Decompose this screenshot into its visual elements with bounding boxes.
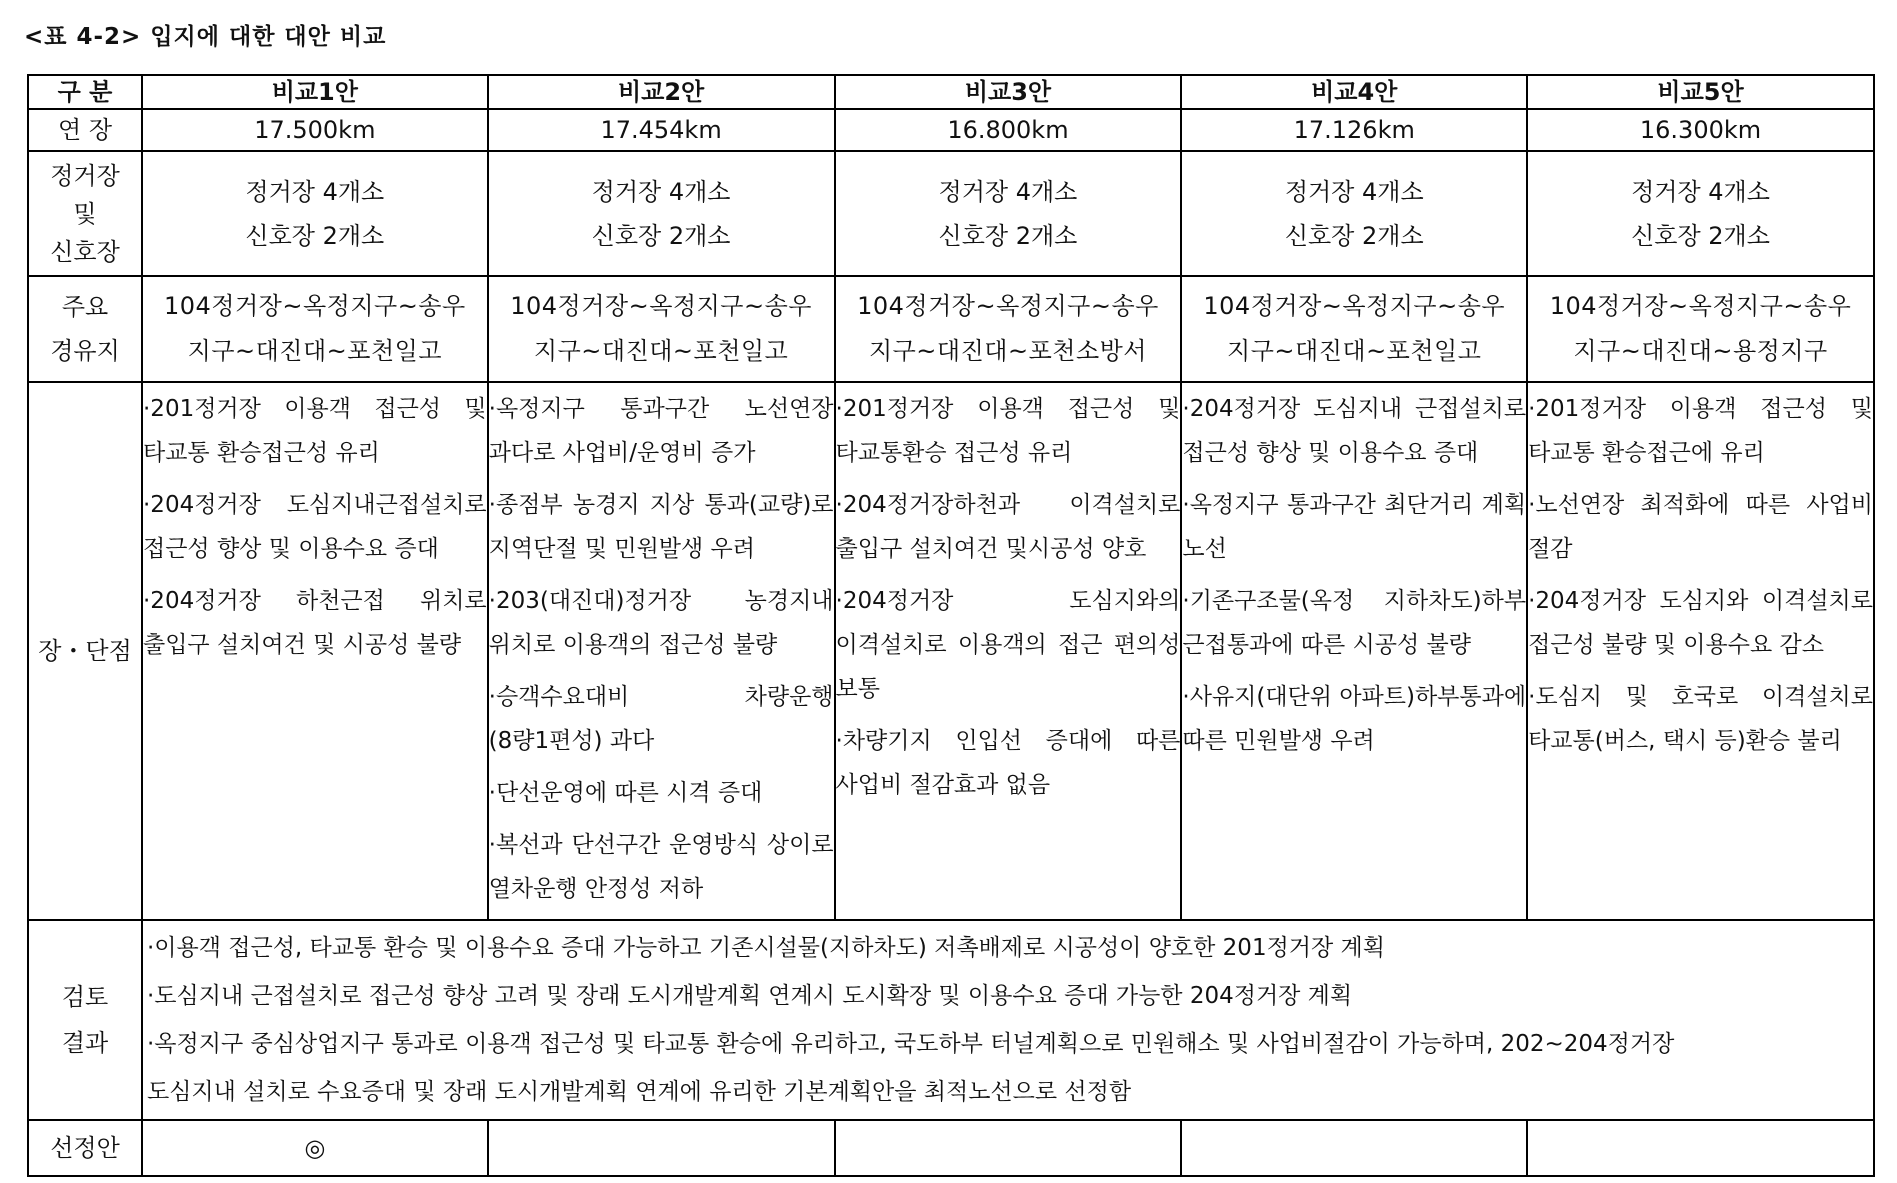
selected-cell <box>1181 1120 1527 1176</box>
review-line: ·옥정지구 중심상업지구 통과로 이용객 접근성 및 타교통 환승에 유리하고, 국도하부 터널계획으로 민원해소 및 사업비절감이 가능하며, 202~204정거장 <box>147 1031 1675 1057</box>
stations-row <box>28 151 1874 276</box>
route-row-label: 주요 경유지 <box>28 276 142 382</box>
selected-cell <box>488 1120 835 1176</box>
pros-cons-item: ·201정거장 이용객 접근성 및 타교통 환승접근에 유리 <box>1528 396 1873 466</box>
stations-cell: 정거장 4개소 신호장 2개소 <box>488 151 835 276</box>
pros-cons-cell <box>1181 382 1527 920</box>
length-cell: 16.300km <box>1527 109 1874 151</box>
pros-cons-item: ·노선연장 최적화에 따른 사업비 절감 <box>1528 492 1873 562</box>
stations-cell: 정거장 4개소 신호장 2개소 <box>1527 151 1874 276</box>
pros-cons-item: ·승객수요대비 차량운행(8량1편성) 과다 <box>488 684 834 754</box>
pros-cons-cell <box>1527 382 1874 920</box>
pros-cons-cell <box>142 382 488 920</box>
pros-cons-item: ·201정거장 이용객 접근성 및 타교통 환승접근성 유리 <box>143 396 487 466</box>
route-cell: 104정거장~옥정지구~송우 지구~대진대~포천일고 <box>488 276 835 382</box>
route-row <box>28 276 1874 382</box>
review-result-cell <box>142 920 1874 1120</box>
route-cell: 104정거장~옥정지구~송우 지구~대진대~용정지구 <box>1527 276 1874 382</box>
length-row-label: 연 장 <box>28 109 142 151</box>
length-row <box>28 109 1874 151</box>
review-row <box>28 920 1874 1120</box>
review-line: ·이용객 접근성, 타교통 환승 및 이용수요 증대 가능하고 기존시설물(지하차도) 저촉배제로 시공성이 양호한 201정거장 계획 <box>147 935 1385 961</box>
selected-cell <box>835 1120 1182 1176</box>
stations-cell: 정거장 4개소 신호장 2개소 <box>142 151 488 276</box>
length-cell: 17.126km <box>1181 109 1527 151</box>
pros-cons-item: ·204정거장 하천근접 위치로 출입구 설치여건 및 시공성 불량 <box>143 588 487 658</box>
pros-cons-row-label: 장・단점 <box>28 382 142 920</box>
column-header-alt5: 비교5안 <box>1527 75 1874 109</box>
pros-cons-cell <box>488 382 835 920</box>
header-row <box>28 75 1874 109</box>
column-header-alt1: 비교1안 <box>142 75 488 109</box>
pros-cons-cell <box>835 382 1182 920</box>
pros-cons-item: ·204정거장 도심지내 근접설치로 접근성 향상 및 이용수요 증대 <box>1182 396 1527 466</box>
pros-cons-item: ·도심지 및 호국로 이격설치로 타교통(버스, 택시 등)환승 불리 <box>1528 684 1873 754</box>
column-header-alt4: 비교4안 <box>1181 75 1527 109</box>
pros-cons-item: ·옥정지구 통과구간 노선연장 과다로 사업비/운영비 증가 <box>488 396 834 466</box>
pros-cons-item: ·204정거장하천과 이격설치로 출입구 설치여건 및시공성 양호 <box>835 492 1181 562</box>
column-header-alt2: 비교2안 <box>488 75 835 109</box>
length-cell: 17.454km <box>488 109 835 151</box>
pros-cons-item: ·203(대진대)정거장 농경지내 위치로 이용객의 접근성 불량 <box>488 588 834 658</box>
selected-row <box>28 1120 1874 1176</box>
route-cell: 104정거장~옥정지구~송우 지구~대진대~포천소방서 <box>835 276 1182 382</box>
route-cell: 104정거장~옥정지구~송우 지구~대진대~포천일고 <box>1181 276 1527 382</box>
pros-cons-item: ·복선과 단선구간 운영방식 상이로 열차운행 안정성 저하 <box>488 832 834 902</box>
corner-header: 구 분 <box>28 75 142 109</box>
pros-cons-item: ·사유지(대단위 아파트)하부통과에 따른 민원발생 우려 <box>1182 684 1527 754</box>
stations-row-label: 정거장 및 신호장 <box>28 151 142 276</box>
pros-cons-item: ·차량기지 인입선 증대에 따른 사업비 절감효과 없음 <box>835 728 1181 798</box>
pros-cons-item: ·종점부 농경지 지상 통과(교량)로 지역단절 및 민원발생 우려 <box>488 492 834 562</box>
stations-cell: 정거장 4개소 신호장 2개소 <box>1181 151 1527 276</box>
stations-cell: 정거장 4개소 신호장 2개소 <box>835 151 1182 276</box>
pros-cons-row <box>28 382 1874 920</box>
selected-cell <box>1527 1120 1874 1176</box>
alternative-comparison-table <box>27 74 1875 1177</box>
selected-mark: ◎ <box>142 1120 488 1176</box>
table-caption: <표 4-2> 입지에 대한 대안 비교 <box>24 24 387 50</box>
pros-cons-item: ·단선운영에 따른 시격 증대 <box>488 780 763 806</box>
pros-cons-item: ·옥정지구 통과구간 최단거리 계획 노선 <box>1182 492 1527 562</box>
selected-row-label: 선정안 <box>28 1120 142 1176</box>
route-cell: 104정거장~옥정지구~송우 지구~대진대~포천일고 <box>142 276 488 382</box>
review-line: ·도심지내 근접설치로 접근성 향상 고려 및 장래 도시개발계획 연계시 도시확장 및 이용수요 증대 가능한 204정거장 계획 <box>147 983 1353 1009</box>
column-header-alt3: 비교3안 <box>835 75 1182 109</box>
review-row-label: 검토 결과 <box>28 920 142 1120</box>
pros-cons-item: ·204정거장 도심지내근접설치로 접근성 향상 및 이용수요 증대 <box>143 492 487 562</box>
pros-cons-item: ·기존구조물(옥정 지하차도)하부 근접통과에 따른 시공성 불량 <box>1182 588 1527 658</box>
length-cell: 16.800km <box>835 109 1182 151</box>
review-line: 도심지내 설치로 수요증대 및 장래 도시개발계획 연계에 유리한 기본계획안을 최적노선으로 선정함 <box>147 1079 1132 1105</box>
pros-cons-item: ·204정거장 도심지와 이격설치로 접근성 불량 및 이용수요 감소 <box>1528 588 1873 658</box>
pros-cons-item: ·201정거장 이용객 접근성 및 타교통환승 접근성 유리 <box>835 396 1181 466</box>
pros-cons-item: ·204정거장 도심지와의 이격설치로 이용객의 접근 편의성 보통 <box>835 588 1181 702</box>
length-cell: 17.500km <box>142 109 488 151</box>
